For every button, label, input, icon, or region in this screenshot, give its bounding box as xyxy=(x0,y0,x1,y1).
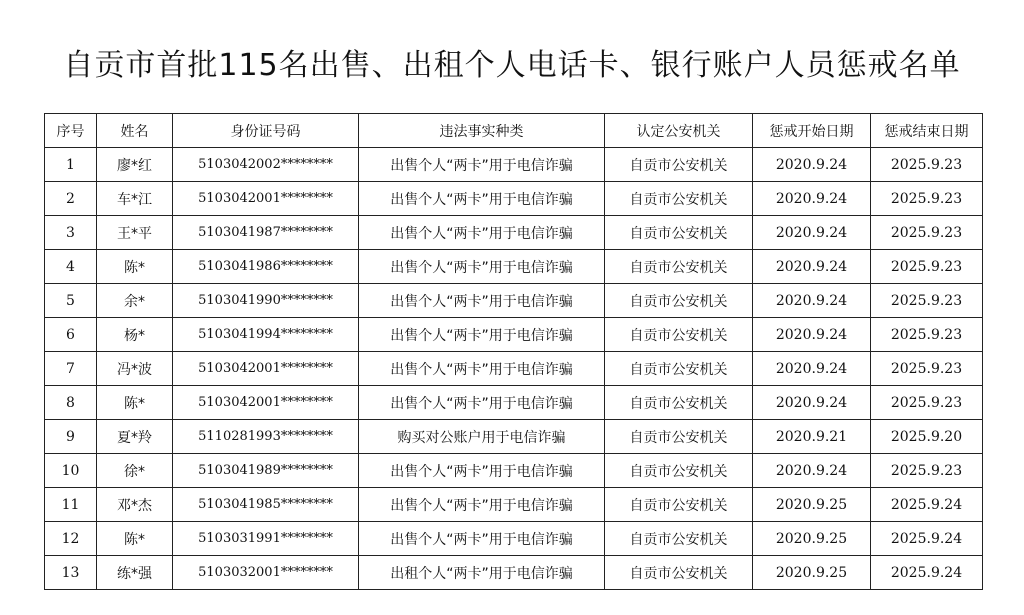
table-row xyxy=(45,284,983,318)
serial-number-cell: 7 xyxy=(45,352,97,386)
id-number-cell: 5110281993******** xyxy=(173,420,359,454)
id-number-cell: 5103042001******** xyxy=(173,386,359,420)
end-date-cell: 2025.9.23 xyxy=(871,386,983,420)
name-cell: 邓*杰 xyxy=(97,488,173,522)
end-date-cell: 2025.9.23 xyxy=(871,216,983,250)
name-cell: 王*平 xyxy=(97,216,173,250)
start-date-cell: 2020.9.25 xyxy=(753,522,871,556)
name-cell: 廖*红 xyxy=(97,148,173,182)
violation-type-cell: 出售个人“两卡”用于电信诈骗 xyxy=(359,318,605,352)
end-date-cell: 2025.9.24 xyxy=(871,488,983,522)
serial-number-cell: 13 xyxy=(45,556,97,590)
violation-type-cell: 出售个人“两卡”用于电信诈骗 xyxy=(359,284,605,318)
police-authority-cell: 自贡市公安机关 xyxy=(605,318,753,352)
id-number-cell: 5103041987******** xyxy=(173,216,359,250)
start-date-cell: 2020.9.24 xyxy=(753,352,871,386)
police-authority-cell: 自贡市公安机关 xyxy=(605,420,753,454)
end-date-cell: 2025.9.23 xyxy=(871,318,983,352)
table-row xyxy=(45,216,983,250)
police-authority-cell: 自贡市公安机关 xyxy=(605,454,753,488)
police-authority-cell: 自贡市公安机关 xyxy=(605,250,753,284)
header-police-authority: 认定公安机关 xyxy=(605,114,753,148)
table-row xyxy=(45,386,983,420)
end-date-cell: 2025.9.23 xyxy=(871,284,983,318)
violation-type-cell: 出售个人“两卡”用于电信诈骗 xyxy=(359,386,605,420)
name-cell: 车*江 xyxy=(97,182,173,216)
violation-type-cell: 出售个人“两卡”用于电信诈骗 xyxy=(359,488,605,522)
police-authority-cell: 自贡市公安机关 xyxy=(605,182,753,216)
police-authority-cell: 自贡市公安机关 xyxy=(605,488,753,522)
end-date-cell: 2025.9.23 xyxy=(871,250,983,284)
table-row xyxy=(45,250,983,284)
start-date-cell: 2020.9.24 xyxy=(753,250,871,284)
name-cell: 余* xyxy=(97,284,173,318)
table-row xyxy=(45,420,983,454)
police-authority-cell: 自贡市公安机关 xyxy=(605,522,753,556)
end-date-cell: 2025.9.23 xyxy=(871,352,983,386)
police-authority-cell: 自贡市公安机关 xyxy=(605,284,753,318)
serial-number-cell: 1 xyxy=(45,148,97,182)
violation-type-cell: 出售个人“两卡”用于电信诈骗 xyxy=(359,148,605,182)
name-cell: 冯*波 xyxy=(97,352,173,386)
start-date-cell: 2020.9.24 xyxy=(753,216,871,250)
end-date-cell: 2025.9.20 xyxy=(871,420,983,454)
start-date-cell: 2020.9.24 xyxy=(753,386,871,420)
violation-type-cell: 出售个人“两卡”用于电信诈骗 xyxy=(359,454,605,488)
table-row xyxy=(45,488,983,522)
end-date-cell: 2025.9.23 xyxy=(871,182,983,216)
start-date-cell: 2020.9.25 xyxy=(753,556,871,590)
violation-type-cell: 出售个人“两卡”用于电信诈骗 xyxy=(359,522,605,556)
serial-number-cell: 4 xyxy=(45,250,97,284)
name-cell: 陈* xyxy=(97,386,173,420)
violation-type-cell: 出租个人“两卡”用于电信诈骗 xyxy=(359,556,605,590)
id-number-cell: 5103041994******** xyxy=(173,318,359,352)
name-cell: 徐* xyxy=(97,454,173,488)
police-authority-cell: 自贡市公安机关 xyxy=(605,216,753,250)
serial-number-cell: 8 xyxy=(45,386,97,420)
end-date-cell: 2025.9.24 xyxy=(871,556,983,590)
violation-type-cell: 出售个人“两卡”用于电信诈骗 xyxy=(359,216,605,250)
name-cell: 杨* xyxy=(97,318,173,352)
id-number-cell: 5103042002******** xyxy=(173,148,359,182)
id-number-cell: 5103042001******** xyxy=(173,352,359,386)
police-authority-cell: 自贡市公安机关 xyxy=(605,352,753,386)
end-date-cell: 2025.9.23 xyxy=(871,148,983,182)
header-violation-type: 违法事实种类 xyxy=(359,114,605,148)
table-header-row xyxy=(45,114,983,148)
punishment-list-table xyxy=(44,113,983,590)
header-name: 姓名 xyxy=(97,114,173,148)
id-number-cell: 5103041985******** xyxy=(173,488,359,522)
serial-number-cell: 11 xyxy=(45,488,97,522)
id-number-cell: 5103032001******** xyxy=(173,556,359,590)
violation-type-cell: 购买对公账户用于电信诈骗 xyxy=(359,420,605,454)
serial-number-cell: 5 xyxy=(45,284,97,318)
end-date-cell: 2025.9.24 xyxy=(871,522,983,556)
serial-number-cell: 9 xyxy=(45,420,97,454)
header-start-date: 惩戒开始日期 xyxy=(753,114,871,148)
name-cell: 陈* xyxy=(97,522,173,556)
id-number-cell: 5103031991******** xyxy=(173,522,359,556)
table-row xyxy=(45,148,983,182)
table-row xyxy=(45,556,983,590)
table-row xyxy=(45,182,983,216)
page-title: 自贡市首批115名出售、出租个人电话卡、银行账户人员惩戒名单 xyxy=(63,48,961,83)
serial-number-cell: 2 xyxy=(45,182,97,216)
violation-type-cell: 出售个人“两卡”用于电信诈骗 xyxy=(359,182,605,216)
start-date-cell: 2020.9.24 xyxy=(753,182,871,216)
id-number-cell: 5103042001******** xyxy=(173,182,359,216)
police-authority-cell: 自贡市公安机关 xyxy=(605,148,753,182)
start-date-cell: 2020.9.24 xyxy=(753,284,871,318)
serial-number-cell: 12 xyxy=(45,522,97,556)
id-number-cell: 5103041989******** xyxy=(173,454,359,488)
table-row xyxy=(45,352,983,386)
start-date-cell: 2020.9.21 xyxy=(753,420,871,454)
name-cell: 陈* xyxy=(97,250,173,284)
header-id-number: 身份证号码 xyxy=(173,114,359,148)
start-date-cell: 2020.9.24 xyxy=(753,318,871,352)
police-authority-cell: 自贡市公安机关 xyxy=(605,556,753,590)
start-date-cell: 2020.9.25 xyxy=(753,488,871,522)
name-cell: 夏*羚 xyxy=(97,420,173,454)
serial-number-cell: 10 xyxy=(45,454,97,488)
start-date-cell: 2020.9.24 xyxy=(753,454,871,488)
table-row xyxy=(45,318,983,352)
id-number-cell: 5103041986******** xyxy=(173,250,359,284)
serial-number-cell: 3 xyxy=(45,216,97,250)
id-number-cell: 5103041990******** xyxy=(173,284,359,318)
serial-number-cell: 6 xyxy=(45,318,97,352)
end-date-cell: 2025.9.23 xyxy=(871,454,983,488)
table-row xyxy=(45,454,983,488)
violation-type-cell: 出售个人“两卡”用于电信诈骗 xyxy=(359,352,605,386)
start-date-cell: 2020.9.24 xyxy=(753,148,871,182)
header-serial-number: 序号 xyxy=(45,114,97,148)
header-end-date: 惩戒结束日期 xyxy=(871,114,983,148)
violation-type-cell: 出售个人“两卡”用于电信诈骗 xyxy=(359,250,605,284)
police-authority-cell: 自贡市公安机关 xyxy=(605,386,753,420)
name-cell: 练*强 xyxy=(97,556,173,590)
table-row xyxy=(45,522,983,556)
